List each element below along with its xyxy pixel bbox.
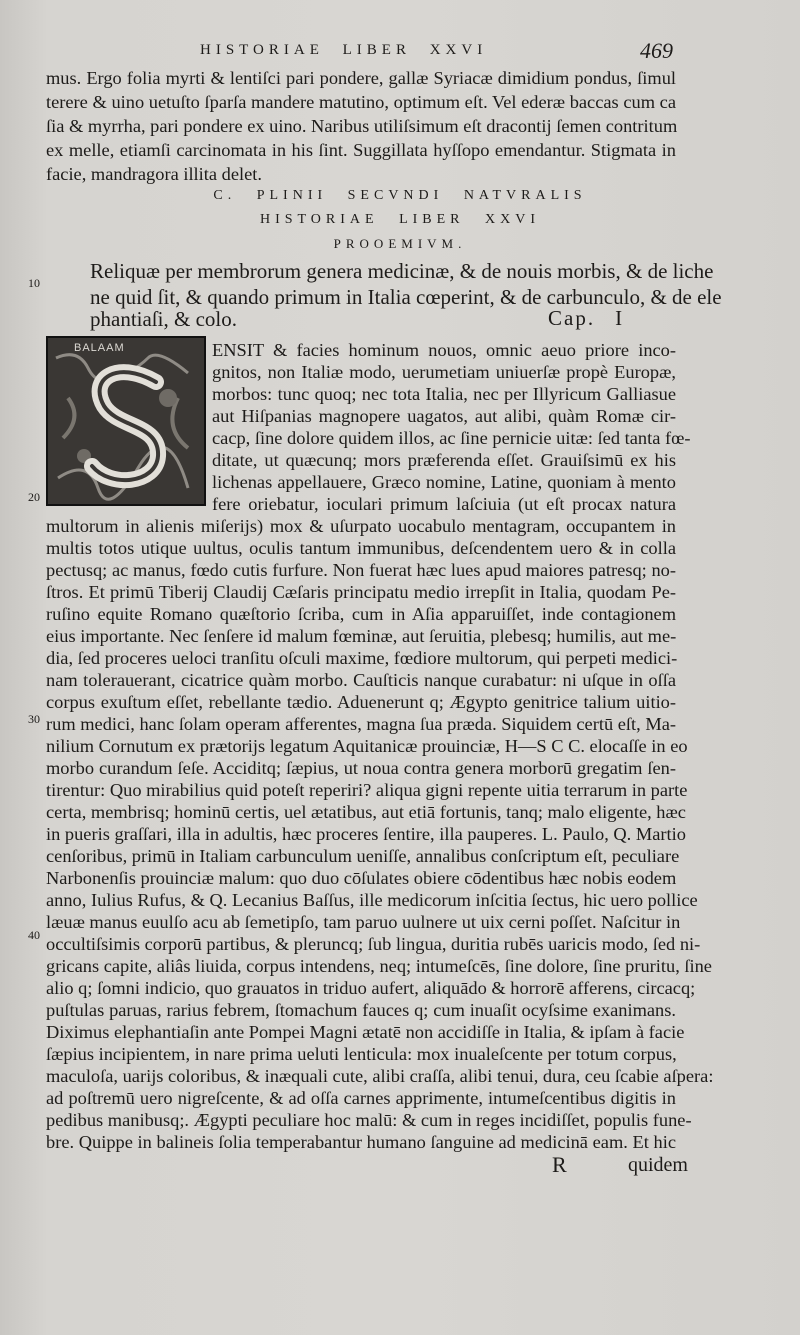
chapter-summary-line: phantiaſi, & colo. [90, 307, 237, 331]
text-line: nam tolerauerant, cicatrice quàm morbo. Cauſticis nanque curabatur: ni uſque in oſſa [46, 670, 676, 690]
text-line: Narbonenſis prouinciæ malum: quo duo cōſulates obiere cōdentibus hæc nobis eodem [46, 868, 677, 888]
signature-mark: R [552, 1152, 567, 1177]
text-line: aut Hiſpanias magnopere uagatos, aut alibi, quàm Romæ cir- [212, 406, 676, 426]
text-line: certa, membrisq; hominū certis, uel ætatibus, aut etiā fortunis, tanq; malo eligente, hæc [46, 802, 686, 822]
text-line: pectusq; ac manus, fœdo cutis furfure. Non fuerat hæc lues apud maiores patresq; no- [46, 560, 676, 580]
margin-line-number: 40 [28, 928, 40, 942]
text-line: gnitos, non Italiæ modo, uerumetiam uniuerſæ propè Europæ, [212, 362, 676, 382]
text-line: pedibus manibusq;. Ægypti peculiare hoc malū: & cum in reges incidiſſet, populis fune- [46, 1110, 692, 1130]
text-line: facie, mandragora illita delet. [46, 164, 262, 184]
running-head-title: HISTORIAE LIBER XXVI [200, 42, 488, 58]
text-line: morbos: tunc quoq; nec tota Italia, nec per Illyricum Galliasue [212, 384, 676, 404]
text-line: ruſino equite Romano quæſtorio ſcriba, cum in Aſia apparuiſſet, inde contagionem [46, 604, 676, 624]
text-line: multis totos utique uultus, oculis tantum immunibus, deſcendentem uero & in colla [46, 538, 676, 558]
book-heading-line2: HISTORIAE LIBER XXVI [259, 212, 541, 227]
book-heading-line1: C. PLINII SECVNDI NATVRALIS [213, 188, 587, 203]
text-line: ſtros. Et primū Tiberij Claudij Cæſaris principatu medio irrepſit in Italia, quodam Pe- [46, 582, 676, 602]
text-line: gricans capite, aliâs liuida, corpus intendens, neq; intumeſcēs, ſine dolore, ſine pruritu, ſine [46, 956, 712, 976]
margin-line-number: 30 [28, 712, 40, 726]
text-line: cenſoribus, primū in Italiam carbunculum ueniſſe, annalibus conſcriptum eſt, peculiare [46, 846, 680, 866]
decorated-initial-illustration [48, 338, 204, 504]
text-line: alio q; ſomni indicio, quo grauatos in triduo aufert, aliquādo & horrorē afferens, circacq; [46, 978, 696, 998]
chapter-word: Cap. [548, 306, 596, 330]
chapter-label [548, 306, 624, 331]
text-line: ENSIT & facies hominum nouos, omnic aeuo priore inco- [212, 340, 676, 360]
text-line: maculoſa, uarijs coloribus, & inæquali cute, alibi craſſa, alibi tenui, dura, ceu ſcabie aſpera: [46, 1066, 714, 1086]
text-line: bre. Quippe in balineis ſolia temperabantur humano ſanguine ad medicinā eam. Et hic [46, 1132, 676, 1152]
text-line: in pueris graſſari, illa in adultis, hæc proceres ſentire, illa pauperes. L. Paulo, Q. Martio [46, 824, 686, 844]
text-line: dia, ſed proceres ueloci tranſitu oſculi maxime, fœdiore multorum, qui perpeti medici- [46, 648, 678, 668]
prooemium-heading: PROOEMIVM. [333, 236, 467, 251]
decorated-initial [46, 336, 206, 506]
text-line: ſia & myrrha, pari pondere ex uino. Naribus utiliſsimum eſt dracontij ſemen contritum [46, 116, 678, 136]
text-line: cacp, ſine dolore quidem illos, ac ſine pernicie uitæ: ſed tanta fœ- [212, 428, 691, 448]
text-line: occultiſsimis corporū partibus, & pleruncq; ſub lingua, duritia rubēs uaricis modo, ſed ni- [46, 934, 701, 954]
text-line: nilium Cornutum ex prætorijs legatum Aquitanicæ prouinciæ, H—S C C. elocaſſe in eo [46, 736, 688, 756]
text-line: ſæpius incipientem, in nare prima ueluti lenticula: mox inualeſcente per totum corpus, [46, 1044, 677, 1064]
chapter-number: I [615, 306, 625, 330]
text-line: ditate, ut quæcunq; mors præferenda eſſet. Grauiſsimū ex his [212, 450, 676, 470]
text-line: Diximus elephantiaſin ante Pompei Magni ætatē non accidiſſe in Italia, & ipſam à facie [46, 1022, 685, 1042]
text-line: terere & uino uetuſto ſparſa mandere matutino, optimum eſt. Vel ederæ baccas cum ca [46, 92, 676, 112]
initial-banner-label: BALAAM [74, 342, 125, 354]
text-line: rum medici, hanc ſolam operam afferentes, magna ſua præda. Siquidem certū eſt, Ma- [46, 714, 676, 734]
text-line: morbo curandum ſeſe. Acciditq; ſæpius, ut noua contra genera morborū gregatim ſen- [46, 758, 676, 778]
text-line: fere oriebatur, ioculari primum laſciuia (ut eſt procax natura [212, 494, 676, 514]
text-line: eius importante. Nec ſenſere id malum fœminæ, aut ſeruitia, plebesq; humilis, aut me- [46, 626, 677, 646]
text-line: ex melle, etiamſi carcinomata in his ſint. Suggillata hyſſopo emendantur. Stigmata in [46, 140, 676, 160]
text-line: puſtulas paruas, rarius febrem, ſtomachum fauces q; cum inuaſit ocyſsime exanimans. [46, 1000, 676, 1020]
running-head [0, 38, 800, 68]
page-number: 469 [640, 38, 673, 63]
text-line: lichenas appellauere, Græco nomine, Latine, quoniam à mento [212, 472, 676, 492]
text-line: multorum in alienis miſerijs) mox & uſurpato uocabulo mentagram, occupantem in [46, 516, 676, 536]
margin-line-number: 20 [28, 490, 40, 504]
margin-line-number: 10 [28, 276, 40, 290]
text-line: corpus exuſtum eſſet, rebellante tædio. Aduenerunt q; Ægypto genitrice talium uitio- [46, 692, 676, 712]
text-line: læuæ manus euulſo acu ab ſemetipſo, tam paruo uulnere ut uix cerni poſſet. Naſcitur in [46, 912, 681, 932]
chapter-summary-line: ne quid ſit, & quando primum in Italia cœperint, & de carbunculo, & de ele [90, 285, 722, 309]
text-line: mus. Ergo folia myrti & lentiſci pari pondere, gallæ Syriacæ dimidium pondus, ſimul [46, 68, 676, 88]
text-line: ad poſtremū uero nigreſcente, & ad oſſa carnes apprimente, intumeſcentibus digitis in [46, 1088, 676, 1108]
chapter-summary-line: Reliquæ per membrorum genera medicinæ, & de nouis morbis, & de liche [90, 259, 714, 283]
text-line: anno, Iulius Rufus, & Q. Lecanius Baſſus, ille medicorum inſcitia ſectus, hic uero pollice [46, 890, 698, 910]
catchword: quidem [628, 1154, 688, 1176]
text-line: tirentur: Quo mirabilius quid poteſt reperiri? aliqua gigni repente uitia terrarum in parte [46, 780, 688, 800]
